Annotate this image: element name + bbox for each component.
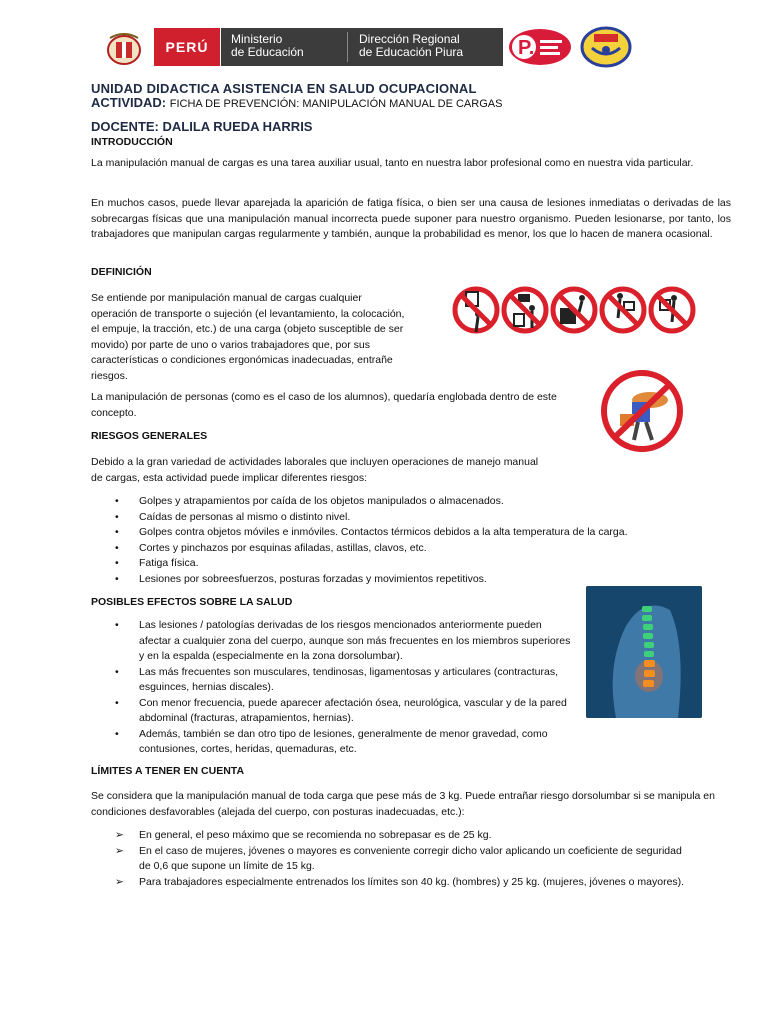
no-lifting-person-sign: [598, 368, 688, 454]
school-crest-logo: [580, 26, 632, 68]
activity-line: [91, 95, 502, 110]
ministry-banner: [221, 28, 503, 66]
list-item: • Con menor frecuencia, puede aparecer afectación ósea, neurológica, vascular y de la pared abdominal (fracturas, atrapamientos, hernias).: [115, 696, 567, 724]
teacher-name: DOCENTE: DALILA RUEDA HARRIS: [91, 119, 313, 134]
health-effects-heading: POSIBLES EFECTOS SOBRE LA SALUD: [91, 596, 293, 608]
list-item: • Además, también se dan otro tipo de lesiones, generalmente de menor gravedad, como contusiones, cortes, heridas, quemaduras, etc.: [115, 727, 548, 755]
dre-line1: Dirección Regional: [359, 32, 460, 46]
list-item: • Las lesiones / patologías derivadas de los riesgos mencionados anteriormente pueden afectar a cualquier zona del cuerpo, aunque son más frecuentes en los miembros superiores y en la espalda (especialmente en la zona dorsolumbar).: [115, 619, 571, 662]
definition-paragraph: Se entiende por manipulación manual de cargas cualquier operación de transporte o sujeción (el levantamiento, la colocación, el empuje, la tracción, etc.) de una carga (objeto susceptible de ser movido) por parte de uno o varios trabajadores que, por sus características o condiciones ergonómicas inadecuadas, entrañe riesgos.: [91, 292, 405, 382]
intro-paragraph-2: En muchos casos, puede llevar aparejada la aparición de fatiga física, o bien ser una causa de lesiones inmediatas o derivadas de las sobrecargas físicas que una manipulación manual incorrecta puede suponer para nuestro organismo. Pueden lesionarse, por tanto, los trabajadores que manipulan cargas regularmente y también, aunque la probabilidad es menor, los que lo hacen de manera ocasional.: [91, 197, 731, 240]
limits-heading: LÍMITES A TENER EN CUENTA: [91, 765, 245, 777]
activity-label: ACTIVIDAD:: [91, 95, 167, 110]
dre-line2: de Educación Piura: [359, 45, 464, 59]
peru-label: PERÚ: [154, 28, 220, 66]
risks-intro: Debido a la gran variedad de actividades laborales que incluyen operaciones de manejo manual de cargas, esta actividad puede implicar diferentes riesgos:: [91, 456, 539, 484]
risks-list: [91, 494, 731, 587]
prohibition-sign-2: [504, 289, 546, 331]
risks-heading: RIESGOS GENERALES: [91, 430, 208, 442]
ministry-line2: de Educación: [231, 45, 304, 59]
limits-list: [91, 828, 691, 890]
logo-p-letter: P.: [518, 37, 535, 59]
list-item: ➢ En el caso de mujeres, jóvenes o mayores es conveniente corregir dicho valor aplicando un coeficiente de seguridad de 0,6 que supone un límite de 15 kg.: [115, 844, 682, 872]
spine-back-pain-image: [586, 586, 702, 718]
list-item: • Las más frecuentes son musculares, tendinosas, ligamentosas y articulares (contracturas, esguinces, hernias discales).: [115, 665, 559, 693]
list-item: • Fatiga física.: [115, 557, 199, 569]
prohibition-sign-1: [455, 289, 497, 332]
definition-heading: DEFINICIÓN: [91, 266, 152, 278]
list-item: • Golpes y atrapamientos por caída de los objetos manipulados o almacenados.: [115, 495, 504, 507]
regional-logo: [508, 28, 572, 66]
prohibition-sign-4: [602, 289, 644, 331]
health-effects-list: [91, 618, 571, 758]
intro-heading: INTRODUCCIÓN: [91, 136, 173, 148]
prohibition-sign-3: [553, 289, 595, 331]
ministry-line1: Ministerio: [231, 32, 283, 46]
peru-crest-logo: [100, 28, 148, 68]
list-item: ➢ Para trabajadores especialmente entrenados los límites son 40 kg. (hombres) y 25 kg. (mujeres, jóvenes o mayores).: [115, 875, 685, 888]
intro-paragraph-1: La manipulación manual de cargas es una tarea auxiliar usual, tanto en nuestra labor profesional como en nuestra vida particular.: [91, 157, 694, 169]
limits-intro: Se considera que la manipulación manual de toda carga que pese más de 3 kg. Puede entrañar riesgo dorsolumbar si se manipula en condiciones desfavorables (alejada del cuerpo, con posturas inadecuadas, etc.):: [91, 790, 715, 818]
list-item: • Caídas de personas al mismo o distinto nivel.: [115, 510, 351, 523]
list-item: • Lesiones por sobreesfuerzos, posturas forzadas y movimientos repetitivos.: [115, 572, 487, 585]
unit-title: UNIDAD DIDACTICA ASISTENCIA EN SALUD OCUPACIONAL: [91, 81, 477, 96]
prohibition-sign-5: [651, 289, 693, 331]
list-item: • Cortes y pinchazos por esquinas afiladas, astillas, clavos, etc.: [115, 541, 427, 554]
activity-value: FICHA DE PREVENCIÓN: MANIPULACIÓN MANUAL DE CARGAS: [169, 98, 503, 110]
prohibition-signs-image: [452, 256, 697, 364]
persons-paragraph: La manipulación de personas (como es el caso de los alumnos), quedaría englobada dentro de este concepto.: [91, 391, 557, 419]
list-item: ➢ En general, el peso máximo que se recomienda no sobrepasar es de 25 kg.: [115, 829, 492, 841]
list-item: • Golpes contra objetos móviles e inmóviles. Contactos térmicos debidos a la alta temperatura de la carga.: [115, 526, 628, 538]
